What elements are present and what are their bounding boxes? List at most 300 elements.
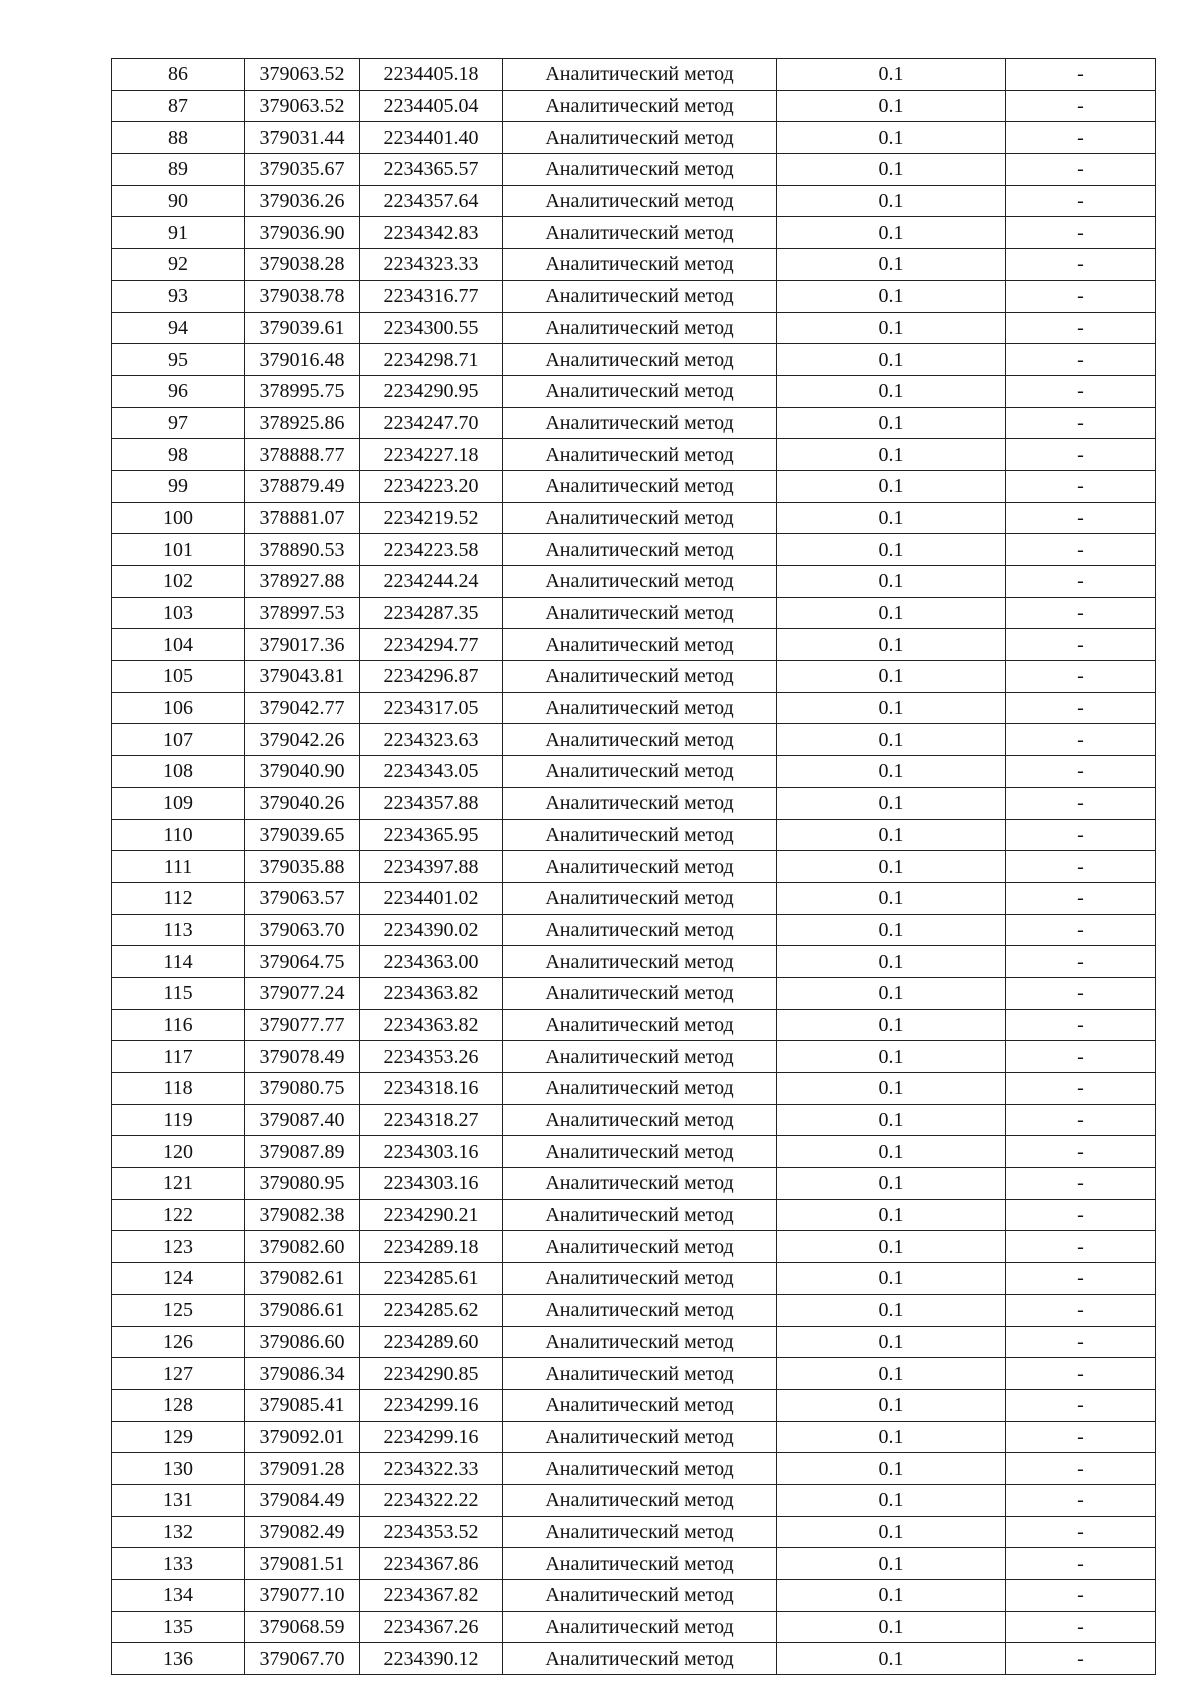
table-row: [112, 1611, 1156, 1643]
note-cell: -: [1006, 1104, 1156, 1136]
point-number-cell: 129: [112, 1421, 245, 1453]
table-row: [112, 407, 1156, 439]
note-cell: -: [1006, 249, 1156, 281]
point-number-cell: 95: [112, 344, 245, 376]
precision-cell: 0.1: [777, 407, 1006, 439]
point-number-cell: 115: [112, 977, 245, 1009]
precision-cell: 0.1: [777, 1136, 1006, 1168]
point-number-cell: 134: [112, 1580, 245, 1612]
table-row: [112, 629, 1156, 661]
point-number-cell: 122: [112, 1199, 245, 1231]
coordinate-y-cell: 2234323.63: [360, 724, 503, 756]
table-row: [112, 1548, 1156, 1580]
table-row: [112, 1358, 1156, 1390]
note-cell: -: [1006, 1009, 1156, 1041]
point-number-cell: 113: [112, 914, 245, 946]
point-number-cell: 135: [112, 1611, 245, 1643]
method-cell: Аналитический метод: [503, 946, 777, 978]
table-row: [112, 249, 1156, 281]
method-cell: Аналитический метод: [503, 90, 777, 122]
method-cell: Аналитический метод: [503, 407, 777, 439]
method-cell: Аналитический метод: [503, 1041, 777, 1073]
point-number-cell: 121: [112, 1168, 245, 1200]
coordinate-x-cell: 379038.28: [245, 249, 360, 281]
precision-cell: 0.1: [777, 1580, 1006, 1612]
coordinate-x-cell: 379080.75: [245, 1073, 360, 1105]
table-row: [112, 1643, 1156, 1675]
method-cell: Аналитический метод: [503, 1104, 777, 1136]
method-cell: Аналитический метод: [503, 217, 777, 249]
table-row: [112, 882, 1156, 914]
coordinate-x-cell: 379036.90: [245, 217, 360, 249]
point-number-cell: 99: [112, 470, 245, 502]
note-cell: -: [1006, 882, 1156, 914]
point-number-cell: 120: [112, 1136, 245, 1168]
table-row: [112, 122, 1156, 154]
precision-cell: 0.1: [777, 946, 1006, 978]
point-number-cell: 108: [112, 756, 245, 788]
method-cell: Аналитический метод: [503, 1611, 777, 1643]
method-cell: Аналитический метод: [503, 59, 777, 91]
coordinate-y-cell: 2234289.18: [360, 1231, 503, 1263]
coordinate-x-cell: 378927.88: [245, 566, 360, 598]
coordinate-y-cell: 2234343.05: [360, 756, 503, 788]
coordinate-x-cell: 379091.28: [245, 1453, 360, 1485]
method-cell: Аналитический метод: [503, 1168, 777, 1200]
coordinate-x-cell: 379017.36: [245, 629, 360, 661]
point-number-cell: 132: [112, 1516, 245, 1548]
coordinate-x-cell: 379082.61: [245, 1263, 360, 1295]
note-cell: -: [1006, 1168, 1156, 1200]
precision-cell: 0.1: [777, 977, 1006, 1009]
point-number-cell: 119: [112, 1104, 245, 1136]
precision-cell: 0.1: [777, 1516, 1006, 1548]
coordinate-x-cell: 379063.57: [245, 882, 360, 914]
precision-cell: 0.1: [777, 661, 1006, 693]
coordinate-y-cell: 2234318.16: [360, 1073, 503, 1105]
note-cell: -: [1006, 566, 1156, 598]
coordinate-x-cell: 379087.40: [245, 1104, 360, 1136]
coordinate-x-cell: 379063.70: [245, 914, 360, 946]
point-number-cell: 128: [112, 1389, 245, 1421]
table-row: [112, 502, 1156, 534]
method-cell: Аналитический метод: [503, 1136, 777, 1168]
table-row: [112, 1389, 1156, 1421]
note-cell: -: [1006, 59, 1156, 91]
note-cell: -: [1006, 217, 1156, 249]
coordinate-x-cell: 379092.01: [245, 1421, 360, 1453]
point-number-cell: 116: [112, 1009, 245, 1041]
coordinate-x-cell: 379087.89: [245, 1136, 360, 1168]
note-cell: -: [1006, 439, 1156, 471]
note-cell: -: [1006, 534, 1156, 566]
note-cell: -: [1006, 1073, 1156, 1105]
coordinates-table-body: [112, 59, 1156, 1675]
method-cell: Аналитический метод: [503, 1263, 777, 1295]
table-row: [112, 1009, 1156, 1041]
precision-cell: 0.1: [777, 629, 1006, 661]
point-number-cell: 131: [112, 1484, 245, 1516]
table-row: [112, 90, 1156, 122]
table-row: [112, 217, 1156, 249]
coordinate-y-cell: 2234323.33: [360, 249, 503, 281]
method-cell: Аналитический метод: [503, 1389, 777, 1421]
note-cell: -: [1006, 914, 1156, 946]
point-number-cell: 87: [112, 90, 245, 122]
note-cell: -: [1006, 407, 1156, 439]
method-cell: Аналитический метод: [503, 597, 777, 629]
note-cell: -: [1006, 661, 1156, 693]
precision-cell: 0.1: [777, 534, 1006, 566]
table-row: [112, 1136, 1156, 1168]
precision-cell: 0.1: [777, 90, 1006, 122]
coordinate-y-cell: 2234296.87: [360, 661, 503, 693]
precision-cell: 0.1: [777, 692, 1006, 724]
coordinate-y-cell: 2234227.18: [360, 439, 503, 471]
coordinate-y-cell: 2234219.52: [360, 502, 503, 534]
coordinate-y-cell: 2234289.60: [360, 1326, 503, 1358]
coordinate-x-cell: 379082.60: [245, 1231, 360, 1263]
precision-cell: 0.1: [777, 280, 1006, 312]
point-number-cell: 96: [112, 375, 245, 407]
coordinate-x-cell: 379084.49: [245, 1484, 360, 1516]
point-number-cell: 94: [112, 312, 245, 344]
method-cell: Аналитический метод: [503, 534, 777, 566]
table-row: [112, 470, 1156, 502]
method-cell: Аналитический метод: [503, 1516, 777, 1548]
note-cell: -: [1006, 154, 1156, 186]
note-cell: -: [1006, 597, 1156, 629]
table-row: [112, 1453, 1156, 1485]
coordinate-y-cell: 2234365.95: [360, 819, 503, 851]
method-cell: Аналитический метод: [503, 566, 777, 598]
table-row: [112, 1326, 1156, 1358]
method-cell: Аналитический метод: [503, 787, 777, 819]
precision-cell: 0.1: [777, 344, 1006, 376]
method-cell: Аналитический метод: [503, 724, 777, 756]
method-cell: Аналитический метод: [503, 185, 777, 217]
table-row: [112, 1168, 1156, 1200]
precision-cell: 0.1: [777, 724, 1006, 756]
note-cell: -: [1006, 1516, 1156, 1548]
coordinate-x-cell: 379068.59: [245, 1611, 360, 1643]
precision-cell: 0.1: [777, 439, 1006, 471]
coordinate-y-cell: 2234223.20: [360, 470, 503, 502]
coordinate-x-cell: 379080.95: [245, 1168, 360, 1200]
table-row: [112, 1199, 1156, 1231]
method-cell: Аналитический метод: [503, 375, 777, 407]
method-cell: Аналитический метод: [503, 439, 777, 471]
method-cell: Аналитический метод: [503, 1358, 777, 1390]
precision-cell: 0.1: [777, 1453, 1006, 1485]
point-number-cell: 102: [112, 566, 245, 598]
point-number-cell: 90: [112, 185, 245, 217]
precision-cell: 0.1: [777, 1009, 1006, 1041]
coordinate-y-cell: 2234357.88: [360, 787, 503, 819]
precision-cell: 0.1: [777, 851, 1006, 883]
precision-cell: 0.1: [777, 1389, 1006, 1421]
point-number-cell: 91: [112, 217, 245, 249]
table-row: [112, 1231, 1156, 1263]
coordinate-x-cell: 379067.70: [245, 1643, 360, 1675]
method-cell: Аналитический метод: [503, 692, 777, 724]
method-cell: Аналитический метод: [503, 312, 777, 344]
table-row: [112, 661, 1156, 693]
point-number-cell: 98: [112, 439, 245, 471]
coordinate-x-cell: 379035.88: [245, 851, 360, 883]
table-row: [112, 154, 1156, 186]
coordinate-y-cell: 2234365.57: [360, 154, 503, 186]
coordinate-y-cell: 2234353.26: [360, 1041, 503, 1073]
table-row: [112, 185, 1156, 217]
coordinate-x-cell: 379031.44: [245, 122, 360, 154]
precision-cell: 0.1: [777, 787, 1006, 819]
precision-cell: 0.1: [777, 756, 1006, 788]
method-cell: Аналитический метод: [503, 819, 777, 851]
point-number-cell: 107: [112, 724, 245, 756]
note-cell: -: [1006, 280, 1156, 312]
precision-cell: 0.1: [777, 1041, 1006, 1073]
method-cell: Аналитический метод: [503, 122, 777, 154]
coordinate-x-cell: 379082.38: [245, 1199, 360, 1231]
method-cell: Аналитический метод: [503, 1643, 777, 1675]
coordinate-y-cell: 2234318.27: [360, 1104, 503, 1136]
table-row: [112, 851, 1156, 883]
table-row: [112, 756, 1156, 788]
precision-cell: 0.1: [777, 375, 1006, 407]
point-number-cell: 97: [112, 407, 245, 439]
coordinate-x-cell: 379077.24: [245, 977, 360, 1009]
coordinate-y-cell: 2234353.52: [360, 1516, 503, 1548]
table-row: [112, 439, 1156, 471]
precision-cell: 0.1: [777, 470, 1006, 502]
note-cell: -: [1006, 1421, 1156, 1453]
note-cell: -: [1006, 1548, 1156, 1580]
precision-cell: 0.1: [777, 1199, 1006, 1231]
precision-cell: 0.1: [777, 249, 1006, 281]
method-cell: Аналитический метод: [503, 470, 777, 502]
method-cell: Аналитический метод: [503, 977, 777, 1009]
coordinate-y-cell: 2234390.12: [360, 1643, 503, 1675]
note-cell: -: [1006, 977, 1156, 1009]
coordinate-x-cell: 378995.75: [245, 375, 360, 407]
coordinate-x-cell: 379040.90: [245, 756, 360, 788]
method-cell: Аналитический метод: [503, 1326, 777, 1358]
coordinate-x-cell: 379039.65: [245, 819, 360, 851]
method-cell: Аналитический метод: [503, 1580, 777, 1612]
coordinate-y-cell: 2234299.16: [360, 1421, 503, 1453]
coordinate-x-cell: 379038.78: [245, 280, 360, 312]
coordinate-x-cell: 378888.77: [245, 439, 360, 471]
method-cell: Аналитический метод: [503, 882, 777, 914]
coordinate-x-cell: 379082.49: [245, 1516, 360, 1548]
precision-cell: 0.1: [777, 1358, 1006, 1390]
method-cell: Аналитический метод: [503, 249, 777, 281]
method-cell: Аналитический метод: [503, 1484, 777, 1516]
note-cell: -: [1006, 90, 1156, 122]
precision-cell: 0.1: [777, 217, 1006, 249]
table-row: [112, 787, 1156, 819]
point-number-cell: 111: [112, 851, 245, 883]
precision-cell: 0.1: [777, 59, 1006, 91]
point-number-cell: 88: [112, 122, 245, 154]
table-row: [112, 59, 1156, 91]
method-cell: Аналитический метод: [503, 1294, 777, 1326]
precision-cell: 0.1: [777, 597, 1006, 629]
point-number-cell: 133: [112, 1548, 245, 1580]
coordinate-x-cell: 378997.53: [245, 597, 360, 629]
coordinate-y-cell: 2234316.77: [360, 280, 503, 312]
precision-cell: 0.1: [777, 1263, 1006, 1295]
note-cell: -: [1006, 1580, 1156, 1612]
method-cell: Аналитический метод: [503, 154, 777, 186]
point-number-cell: 123: [112, 1231, 245, 1263]
method-cell: Аналитический метод: [503, 280, 777, 312]
coordinate-y-cell: 2234367.86: [360, 1548, 503, 1580]
precision-cell: 0.1: [777, 1326, 1006, 1358]
precision-cell: 0.1: [777, 882, 1006, 914]
point-number-cell: 104: [112, 629, 245, 661]
coordinate-y-cell: 2234290.95: [360, 375, 503, 407]
note-cell: -: [1006, 851, 1156, 883]
note-cell: -: [1006, 1453, 1156, 1485]
coordinate-y-cell: 2234247.70: [360, 407, 503, 439]
method-cell: Аналитический метод: [503, 914, 777, 946]
table-row: [112, 946, 1156, 978]
method-cell: Аналитический метод: [503, 1231, 777, 1263]
coordinate-y-cell: 2234290.21: [360, 1199, 503, 1231]
coordinate-y-cell: 2234363.82: [360, 1009, 503, 1041]
point-number-cell: 126: [112, 1326, 245, 1358]
note-cell: -: [1006, 787, 1156, 819]
coordinate-x-cell: 379086.34: [245, 1358, 360, 1390]
table-row: [112, 724, 1156, 756]
precision-cell: 0.1: [777, 185, 1006, 217]
table-row: [112, 534, 1156, 566]
coordinate-x-cell: 379081.51: [245, 1548, 360, 1580]
precision-cell: 0.1: [777, 1643, 1006, 1675]
precision-cell: 0.1: [777, 914, 1006, 946]
note-cell: -: [1006, 1041, 1156, 1073]
note-cell: -: [1006, 1484, 1156, 1516]
coordinate-y-cell: 2234299.16: [360, 1389, 503, 1421]
point-number-cell: 103: [112, 597, 245, 629]
table-row: [112, 1516, 1156, 1548]
coordinate-x-cell: 379077.10: [245, 1580, 360, 1612]
coordinate-x-cell: 379077.77: [245, 1009, 360, 1041]
coordinate-y-cell: 2234367.82: [360, 1580, 503, 1612]
note-cell: -: [1006, 1199, 1156, 1231]
table-row: [112, 566, 1156, 598]
point-number-cell: 117: [112, 1041, 245, 1073]
point-number-cell: 127: [112, 1358, 245, 1390]
coordinate-x-cell: 379078.49: [245, 1041, 360, 1073]
note-cell: -: [1006, 312, 1156, 344]
coordinate-x-cell: 378879.49: [245, 470, 360, 502]
precision-cell: 0.1: [777, 1548, 1006, 1580]
method-cell: Аналитический метод: [503, 1073, 777, 1105]
coordinate-x-cell: 379086.60: [245, 1326, 360, 1358]
coordinate-y-cell: 2234290.85: [360, 1358, 503, 1390]
method-cell: Аналитический метод: [503, 629, 777, 661]
note-cell: -: [1006, 344, 1156, 376]
coordinate-y-cell: 2234294.77: [360, 629, 503, 661]
coordinate-x-cell: 379042.77: [245, 692, 360, 724]
coordinate-y-cell: 2234322.33: [360, 1453, 503, 1485]
table-row: [112, 1263, 1156, 1295]
note-cell: -: [1006, 1136, 1156, 1168]
coordinate-y-cell: 2234405.18: [360, 59, 503, 91]
point-number-cell: 93: [112, 280, 245, 312]
point-number-cell: 89: [112, 154, 245, 186]
coordinate-y-cell: 2234300.55: [360, 312, 503, 344]
coordinate-x-cell: 379042.26: [245, 724, 360, 756]
note-cell: -: [1006, 1294, 1156, 1326]
precision-cell: 0.1: [777, 566, 1006, 598]
note-cell: -: [1006, 1231, 1156, 1263]
note-cell: -: [1006, 1611, 1156, 1643]
method-cell: Аналитический метод: [503, 661, 777, 693]
precision-cell: 0.1: [777, 1611, 1006, 1643]
point-number-cell: 86: [112, 59, 245, 91]
precision-cell: 0.1: [777, 1231, 1006, 1263]
coordinate-y-cell: 2234405.04: [360, 90, 503, 122]
table-row: [112, 312, 1156, 344]
point-number-cell: 105: [112, 661, 245, 693]
coordinate-y-cell: 2234317.05: [360, 692, 503, 724]
coordinate-y-cell: 2234285.61: [360, 1263, 503, 1295]
coordinate-y-cell: 2234303.16: [360, 1136, 503, 1168]
point-number-cell: 101: [112, 534, 245, 566]
method-cell: Аналитический метод: [503, 1453, 777, 1485]
precision-cell: 0.1: [777, 312, 1006, 344]
note-cell: -: [1006, 375, 1156, 407]
note-cell: -: [1006, 502, 1156, 534]
point-number-cell: 92: [112, 249, 245, 281]
point-number-cell: 106: [112, 692, 245, 724]
table-row: [112, 1580, 1156, 1612]
coordinate-x-cell: 379043.81: [245, 661, 360, 693]
table-row: [112, 597, 1156, 629]
point-number-cell: 125: [112, 1294, 245, 1326]
coordinate-x-cell: 379063.52: [245, 59, 360, 91]
coordinate-y-cell: 2234322.22: [360, 1484, 503, 1516]
note-cell: -: [1006, 946, 1156, 978]
precision-cell: 0.1: [777, 1168, 1006, 1200]
coordinate-y-cell: 2234390.02: [360, 914, 503, 946]
note-cell: -: [1006, 724, 1156, 756]
coordinate-y-cell: 2234401.40: [360, 122, 503, 154]
coordinate-y-cell: 2234363.82: [360, 977, 503, 1009]
point-number-cell: 136: [112, 1643, 245, 1675]
point-number-cell: 112: [112, 882, 245, 914]
note-cell: -: [1006, 692, 1156, 724]
table-row: [112, 1294, 1156, 1326]
note-cell: -: [1006, 470, 1156, 502]
table-row: [112, 692, 1156, 724]
method-cell: Аналитический метод: [503, 1199, 777, 1231]
table-row: [112, 977, 1156, 1009]
coordinate-y-cell: 2234357.64: [360, 185, 503, 217]
point-number-cell: 114: [112, 946, 245, 978]
method-cell: Аналитический метод: [503, 1548, 777, 1580]
coordinate-y-cell: 2234298.71: [360, 344, 503, 376]
note-cell: -: [1006, 122, 1156, 154]
table-row: [112, 1421, 1156, 1453]
note-cell: -: [1006, 756, 1156, 788]
table-row: [112, 819, 1156, 851]
note-cell: -: [1006, 629, 1156, 661]
